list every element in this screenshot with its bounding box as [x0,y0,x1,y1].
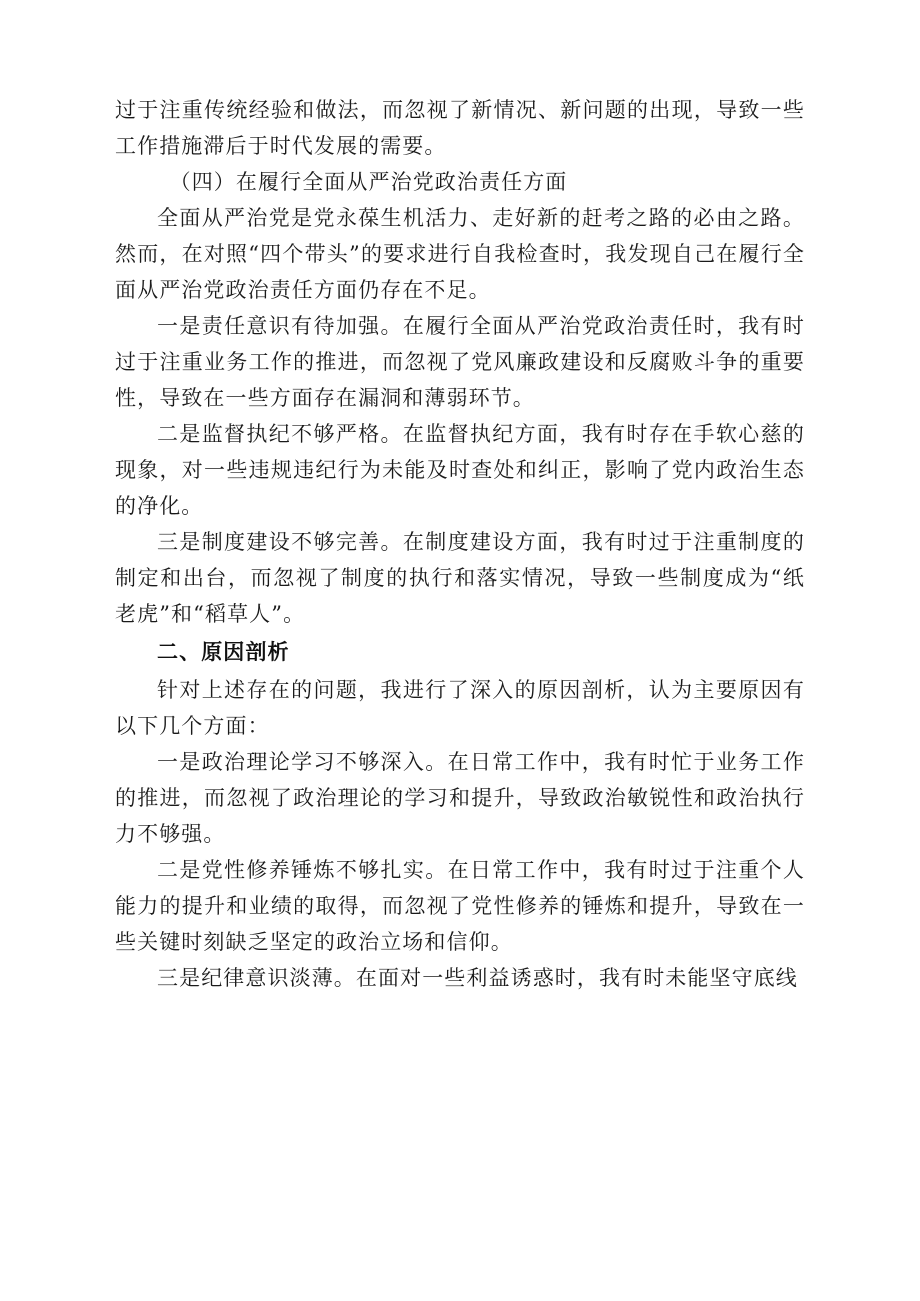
paragraph-cause-intro: 针对上述存在的问题，我进行了深入的原因剖析，认为主要原因有以下几个方面： [115,678,805,738]
paragraph-cause-party-spirit: 二是党性修养锤炼不够扎实。在日常工作中，我有时过于注重个人能力的提升和业绩的取得，而忽视了党性修养的锤炼和提升，导致在一些关键时刻缺乏坚定的政治立场和信仰。 [115,858,805,954]
section-subheading: （四）在履行全面从严治党政治责任方面 [169,170,568,194]
section-heading-cause-analysis: 二、原因剖析 [157,640,290,664]
paragraph-responsibility: 一是责任意识有待加强。在履行全面从严治党政治责任时，我有时过于注重业务工作的推进，而忽视了党风廉政建设和反腐败斗争的重要性，导致在一些方面存在漏洞和薄弱环节。 [115,314,805,410]
paragraph-supervision: 二是监督执纪不够严格。在监督执纪方面，我有时存在手软心慈的现象，对一些违规违纪行为未能及时查处和纠正，影响了党内政治生态的净化。 [115,422,805,518]
paragraph-continuation: 过于注重传统经验和做法，而忽视了新情况、新问题的出现，导致一些工作措施滞后于时代发展的需要。 [115,98,805,158]
paragraph-cause-discipline: 三是纪律意识淡薄。在面对一些利益诱惑时，我有时未能坚守底线 [157,966,798,990]
paragraph-intro: 全面从严治党是党永葆生机活力、走好新的赶考之路的必由之路。然而，在对照“四个带头”的要求进行自我检查时，我发现自己在履行全面从严治党政治责任方面仍存在不足。 [115,206,805,302]
document-body [115,92,805,996]
paragraph-institution: 三是制度建设不够完善。在制度建设方面，我有时过于注重制度的制定和出台，而忽视了制度的执行和落实情况，导致一些制度成为“纸老虎”和“稻草人”。 [115,530,805,626]
paragraph-cause-theory: 一是政治理论学习不够深入。在日常工作中，我有时忙于业务工作的推进，而忽视了政治理论的学习和提升，导致政治敏锐性和政治执行力不够强。 [115,750,805,846]
